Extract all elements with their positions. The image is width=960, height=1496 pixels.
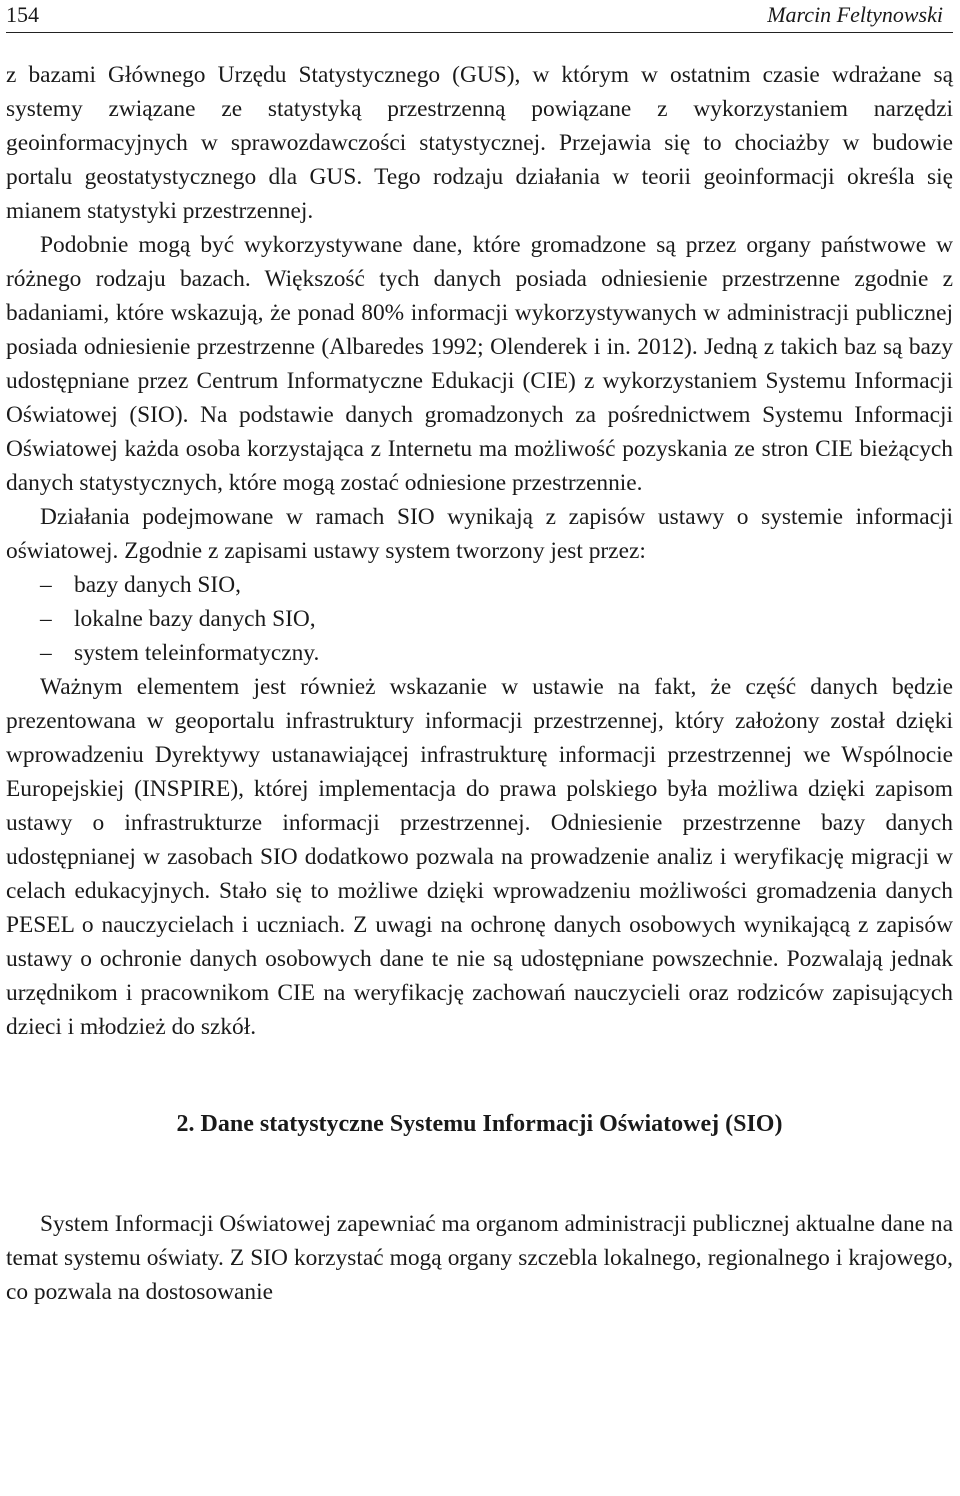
page-header — [6, 0, 953, 33]
page-number: 154 — [6, 2, 39, 27]
paragraph: Podobnie mogą być wykorzystywane dane, które gromadzone są przez organy państwowe w różnego rodzaju bazach. Większość tych danych posiada odniesienie przestrzenne zgodnie z badaniami, które wskazują, że ponad 80% informacji wykorzystywanych w administracji publicznej posiada odniesienie przestrzenne (Albaredes 1992; Olenderek i in. 2012). Jedną z takich baz są bazy udostępniane przez Centrum Informatyczne Edukacji (CIE) z wykorzystaniem Systemu Informacji Oświatowej (SIO). Na podstawie danych gromadzonych za pośrednictwem Systemu Informacji Oświatowej każda osoba korzystająca z Internetu ma możliwość pozyskania ze stron CIE bieżących danych statystycznych, które mogą zostać odniesione przestrzennie. — [6, 232, 953, 496]
list-item-text: system teleinformatyczny. — [74, 640, 320, 666]
paragraph: z bazami Głównego Urzędu Statystycznego (GUS), w którym w ostatnim czasie wdrażane są systemy związane ze statystyką przestrzenną powiązane z wykorzystaniem narzędzi geoinformacyjnych w sprawozdawczości statystycznej. Przejawia się to chociażby w budowie portalu geostatystycznego dla GUS. Tego rodzaju działania w teorii geoinformacji określa się mianem statystyki przestrzennej. — [6, 62, 953, 224]
running-title: Marcin Feltynowski — [767, 2, 943, 27]
paragraph: Ważnym elementem jest również wskazanie w ustawie na fakt, że część danych będzie prezentowana w geoportalu infrastruktury informacji przestrzennej, który założony został dzięki wprowadzeniu Dyrektywy ustanawiającej infrastrukturę informacji przestrzennej we Wspólnocie Europejskiej (INSPIRE), której implementacja do prawa polskiego była możliwa dzięki zapisom ustawy o infrastrukturze informacji przestrzennej. Odniesienie przestrzenne bazy danych udostępnianej w zasobach SIO dodatkowo pozwala na prowadzenie analiz i weryfikację migracji w celach edukacyjnych. Stało się to możliwe dzięki wprowadzeniu możliwości gromadzenia danych PESEL o nauczycielach i uczniach. Z uwagi na ochronę danych osobowych wynikającą z zapisów ustawy o ochronie danych osobowych dane te nie są udostępniane powszechnie. Pozwalają jednak urzędnikom i pracownikom CIE na weryfikację zachowań nauczycieli oraz rodziców zapisujących dzieci i młodzież do szkół. — [6, 674, 953, 1040]
list-item — [40, 568, 953, 602]
list-dash: – — [40, 606, 52, 632]
list-dash: – — [40, 640, 52, 666]
paragraph: Działania podejmowane w ramach SIO wynikają z zapisów ustawy o systemie informacji oświatowej. Zgodnie z zapisami ustawy system tworzony jest przez: — [6, 504, 953, 564]
bullet-list — [6, 568, 953, 670]
paragraph: System Informacji Oświatowej zapewniać ma organom administracji publicznej aktualne dane na temat systemu oświaty. Z SIO korzystać mogą organy szczebla lokalnego, regionalnego i krajowego, co pozwala na dostosowanie — [6, 1211, 953, 1305]
list-item — [40, 602, 953, 636]
list-item-text: bazy danych SIO, — [74, 572, 241, 598]
section-heading: 2. Dane statystyczne Systemu Informacji Oświatowej (SIO) — [176, 1111, 783, 1137]
list-item — [40, 636, 953, 670]
list-dash: – — [40, 572, 52, 598]
body-text — [6, 58, 953, 1309]
list-item-text: lokalne bazy danych SIO, — [74, 606, 316, 632]
